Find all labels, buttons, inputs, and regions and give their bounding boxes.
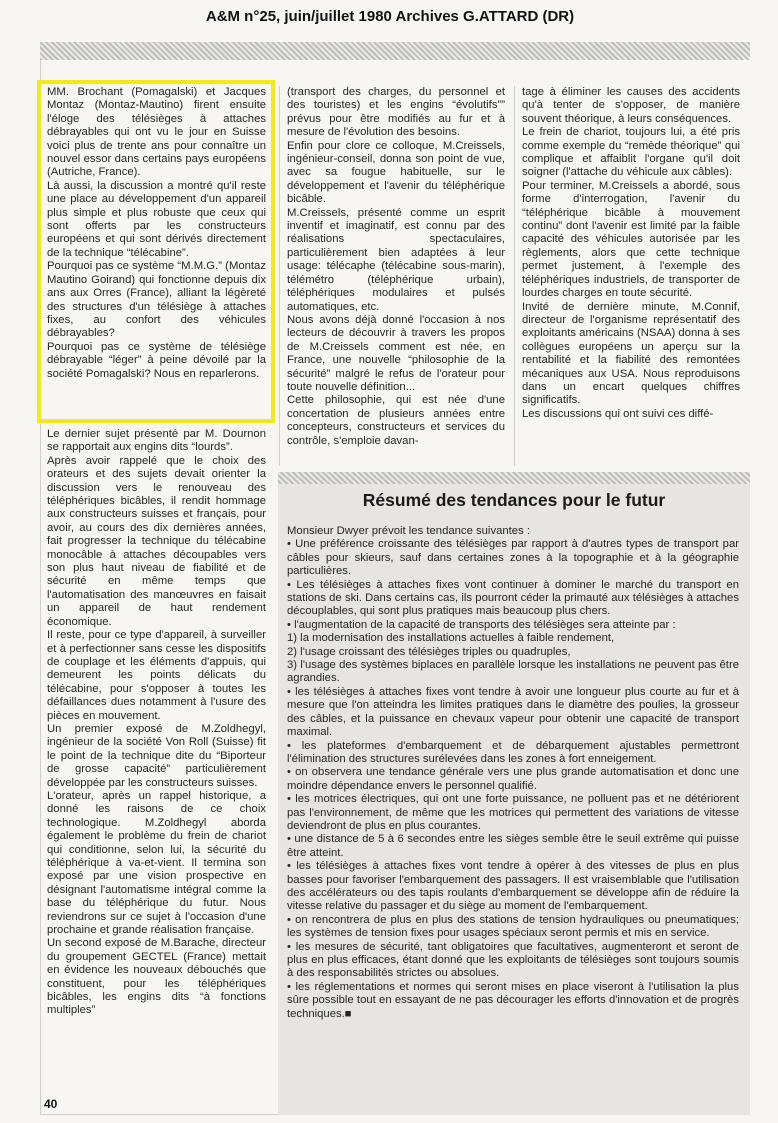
bottom-border — [40, 1114, 278, 1115]
box-paragraph: 2) l'usage croissant des télésièges triples ou quadruples, — [287, 645, 571, 658]
paragraph: Un second exposé de M.Barache, directeur du groupement GECTEL (France) mettait en évidence les nouveaux débouchés que constituent, pour les téléphériques bicâbles, les engins dits “à fonctions multiples” — [47, 937, 266, 1017]
paragraph: (transport des charges, du personnel et des touristes) et les engins “évolutifs”” prévus pour être modifiés au fur et à mesure de l'évolution des besoins. — [287, 86, 505, 139]
column-a-highlighted — [47, 86, 266, 381]
paragraph: L'orateur, après un rappel historique, a donné les raisons de ce choix technologique. M.Zoldhegyl aborda également le problème du frein de chariot qui conditionne, selon lui, la sécurité du téléphérique à va-et-vient. Il termina son exposé par une vision prospective en désignant l'automatisme intégral comme la base du téléphérique du futur. Nous reviendrons sur ce sujet à l'occasion d'une prochaine et grande réalisation française. — [47, 789, 266, 937]
column-divider-1 — [279, 86, 280, 466]
box-paragraph: • Les télésièges à attaches fixes vont continuer à dominer le marché du transport en stations de ski. Dans certains cas, ils pourront céder la primauté aux télésièges à attaches découplables, qui sont plus pratiques mais beaucoup plus chers. — [287, 578, 739, 618]
paragraph: Le dernier sujet présenté par M. Dournon se rapportait aux engins dits “lourds”. — [47, 428, 266, 454]
box-paragraph: • les plateformes d'embarquement et de débarquement ajustables permettront l'élimination des structures surélevées dans les zones à fort enneigement. — [287, 739, 739, 765]
paragraph: Pour terminer, M.Creissels a abordé, sous forme d'interrogation, l'avenir du “téléphérique bicâble à mouvement continu” dont l'avenir est limité par la faible capacité des véhicules autorisée par les règlements, alors que cette technique permet justement, à l'exemple des téléphériques industriels, de transporter de lourdes charges en toute sécurité. — [522, 179, 740, 300]
paragraph: Pourquoi pas ce système de télésiège débrayable “léger” à peine dévoilé par la société Pomagalski? Nous en reparlerons. — [47, 340, 266, 380]
box-paragraph: • les motrices électriques, qui ont une forte puissance, ne polluent pas et ne détériorent pas l'environnement, de même que les motrices qui permettent des variations de vitesse deviendront de plus en plus courantes. — [287, 793, 739, 832]
summary-box-title: Résumé des tendances pour le futur — [362, 490, 666, 510]
box-paragraph: • on rencontrera de plus en plus des stations de tension hydrauliques ou pneumatiques; les systèmes de tension fixes pour usages spéciaux seront permis et mis en service. — [287, 913, 739, 940]
box-paragraph: • les télésièges à attaches fixes vont tendre à avoir une longueur plus courte au fur et à mesure que l'on atteindra les limites pratiques dans le diamètre des poulies, la grosseur des câbles, et la puissance en chevaux vapeur pour obtenir une capacité de transport maximal. — [287, 685, 739, 739]
page-number: 40 — [44, 1097, 58, 1111]
box-paragraph: Monsieur Dwyer prévoit les tendance suivantes : — [287, 525, 530, 537]
box-paragraph: 1) la modernisation des installations actuelles à faible rendement, — [287, 632, 615, 645]
paragraph: Après avoir rappelé que le choix des orateurs et des sujets devait orienter la discussion vers le renouveau des téléphériques bicâbles, il rendit hommage aux constructeurs suisses et français, pour avoir, au cours des dix dernières années, fait progresser la technique du télécabine monocâble à attaches découpables vers son plus haut niveau de fiabilité et de sécurité en même temps que l'automatisation des manœuvres en faisait un appareil de haut rendement économique. — [47, 454, 266, 628]
box-paragraph: • une distance de 5 à 6 secondes entre les sièges semble être le seuil extrême qui puisse être atteint. — [287, 833, 739, 859]
paragraph: MM. Brochant (Pomagalski) et Jacques Montaz (Montaz-Mautino) firent ensuite l'éloge des télésièges à attaches débrayables qui ont vu le jour en Suisse voici plus de trente ans pour connaître un nouvel essor dans certains pays européens (Autriche, France). — [47, 86, 266, 179]
box-paragraph: • les mesures de sécurité, tant obligatoires que facultatives, augmenteront et seront de plus en plus efficaces, étant donné que les exploitants de télésièges sont toujours soumis à des responsabilités strictes ou absolues. — [287, 940, 739, 980]
paragraph: Il reste, pour ce type d'appareil, à surveiller et à perfectionner sans cesse les dispositifs de couplage et les éléments d'appuis, qui demeurent les points délicats du télécabine, pour s'opposer à toutes les défaillances dues notamment à l'usure des pièces en mouvement. — [47, 629, 266, 722]
paragraph: Le frein de chariot, toujours lui, a été pris comme exemple du “remède théorique” qui complique et affaiblit l'organe qu'il doit soigner (l'attache du véhicule aux câbles). — [522, 126, 740, 179]
column-c — [522, 86, 740, 421]
box-paragraph: • les télésièges à attaches fixes vont tendre à opérer à des vitesses de plus en plus basses pour favoriser l'embarquement des passagers. Il est vraisemblable que l'utilisation des accélérateurs ou des tapis roulants d'embarquement se développe afin de réduire la vitesse relative du passager et du siège au moment de l'embarquement. — [287, 860, 739, 913]
paragraph: tage à éliminer les causes des accidents qu'à tenter de s'opposer, de manière souvent théorique, à leurs conséquences. — [522, 86, 740, 125]
paragraph: Les discussions qui ont suivi ces diffé- — [522, 407, 714, 420]
paragraph: Là aussi, la discussion a montré qu'il reste une place au développement d'un appareil plus simple et plus robuste que ceux qui sont offerts par les constructeurs européens et qui sont dérivés directement de la technique “télécabine”. — [47, 179, 266, 259]
box-paragraph: • on observera une tendance générale vers une plus grande automatisation et donc une moindre dépendance envers le personnel qualifié. — [287, 766, 739, 792]
box-paragraph: • l'augmentation de la capacité de transports des télésièges sera atteinte par : — [287, 618, 676, 631]
paragraph: Nous avons déjà donné l'occasion à nos lecteurs de découvrir à travers les propos de M.Creissels comment est née, en France, une nouvelle “philosophie de la sécurité” malgré le refus de l'orateur pour toute nouvelle définition... — [287, 313, 505, 393]
left-border — [40, 60, 41, 1115]
column-divider-2 — [514, 86, 515, 466]
paragraph: Invité de dernière minute, M.Connif, directeur de l'organisme représentatif des exploitants américains (NSAA) donna à ses collègues européens un aperçu sur la rentabilité et la fiabilité des remontées mécaniques aux USA. Nous reproduisons dans un encart quelques chiffres significatifs. — [522, 300, 740, 407]
paragraph: M.Creissels, présenté comme un esprit inventif et imaginatif, est connu par des réalisations spectaculaires, particulièrement bien adaptées à leur usage: télécaphe (télécabine sous-marin), télémétro (téléphérique urbain), téléphériques modulaires et pulsés automatiques, etc. — [287, 206, 505, 313]
paragraph: Un premier exposé de M.Zoldhegyl, ingénieur de la société Von Roll (Suisse) fit le point de la technique dite du “Biporteur de grosse capacité” particulièrement développée par les constructeurs suisses. — [47, 722, 266, 789]
box-paragraph: • Une préférence croissante des télésièges par rapport à d'autres types de transport par câbles pour skieurs, sauf dans certaines zones à la topographie et à la géographie particulières. — [287, 538, 739, 578]
paragraph: Enfin pour clore ce colloque, M.Creissels, ingénieur-conseil, donna son point de vue, avec sa fougue habituelle, sur le développement et l'avenir du téléphérique bicâble. — [287, 139, 505, 206]
box-paragraph: • les réglementations et normes qui seront mises en place viseront à l'utilisation la plus sûre possible tout en essayant de ne pas décourager les efforts d'innovation et de progrès techniques.■ — [287, 980, 739, 1020]
summary-box-body — [287, 525, 739, 1021]
decorative-stripe — [40, 42, 750, 60]
box-paragraph: 3) l'usage des systèmes biplaces en parallèle lorsque les installations ne peuvent pas être agrandies. — [287, 659, 739, 685]
column-a-lower — [47, 428, 266, 1018]
column-b — [287, 86, 505, 448]
paragraph: Cette philosophie, qui est née d'une concertation de plusieurs années entre concepteurs, constructeurs et services du contrôle, s'emploie davan- — [287, 394, 505, 447]
paragraph: Pourquoi pas ce système “M.M.G.” (Montaz Mautino Goirand) qui fonctionne depuis dix ans aux Orres (France), alliant la légèreté des structures d'un télésiège à attaches fixes, au confort des véhicules débrayables? — [47, 260, 266, 340]
page-header: A&M n°25, juin/juillet 1980 Archives G.ATTARD (DR) — [205, 8, 575, 25]
